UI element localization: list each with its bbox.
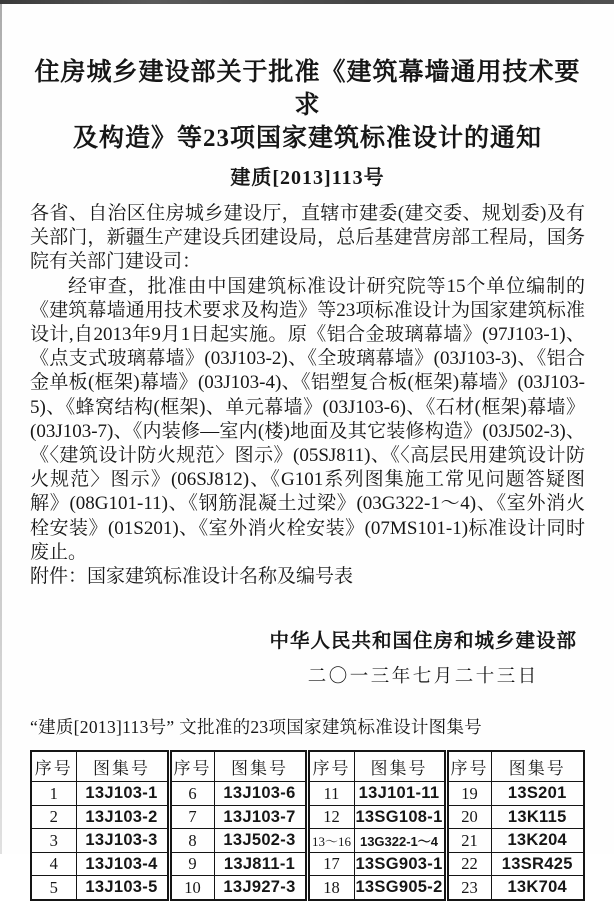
issue-date: 二〇一三年七月二十三日 <box>307 667 539 688</box>
seq-cell: 23 <box>446 876 491 900</box>
seq-cell: 6 <box>169 782 214 806</box>
code-cell: 13J103-5 <box>76 876 169 900</box>
code-cell: 13J502-3 <box>214 829 307 853</box>
code-cell: 13S201 <box>491 782 584 806</box>
seq-cell: 12 <box>307 805 354 829</box>
table-header-row <box>31 751 584 782</box>
seq-cell: 2 <box>31 805 76 829</box>
table-row <box>31 805 584 829</box>
notice-title-line1: 住房城乡建设部关于批准《建筑幕墙通用技术要求 <box>34 59 581 119</box>
code-cell: 13K704 <box>491 876 584 900</box>
code-cell: 13SG903-1 <box>354 852 446 876</box>
seq-cell: 10 <box>169 876 214 900</box>
issuer-name: 中华人民共和国住房和城乡建设部 <box>269 630 577 653</box>
code-cell: 13J103-2 <box>76 805 169 829</box>
seq-cell: 5 <box>31 876 76 900</box>
code-cell: 13K204 <box>491 829 584 853</box>
seq-cell: 18 <box>307 876 354 900</box>
table-header-seq: 序号 <box>31 751 76 782</box>
seq-cell: 11 <box>307 782 354 806</box>
code-cell: 13G322-1～4 <box>354 829 446 853</box>
salutation-paragraph: 各省、自治区住房城乡建设厅，直辖市建委(建交委、规划委)及有关部门，新疆生产建设兵团建设局，总后基建营房部工程局，国务院有关部门建设司： <box>30 203 585 273</box>
code-cell: 13K115 <box>491 805 584 829</box>
code-cell: 13J103-1 <box>76 782 169 806</box>
table-row <box>31 852 584 876</box>
table-header-code: 图集号 <box>491 751 584 782</box>
code-cell: 13J103-3 <box>76 829 169 853</box>
seq-cell: 13～16 <box>307 829 354 853</box>
code-cell: 13SR425 <box>491 852 584 876</box>
seq-cell: 20 <box>446 805 491 829</box>
seq-cell: 3 <box>31 829 76 853</box>
seq-cell: 8 <box>169 829 214 853</box>
table-header-code: 图集号 <box>76 751 169 782</box>
table-caption: “建质[2013]113号” 文批准的23项国家建筑标准设计图集号 <box>30 717 483 738</box>
seq-cell: 7 <box>169 805 214 829</box>
code-cell: 13SG905-2 <box>354 876 446 900</box>
signature-inner <box>269 625 577 688</box>
code-cell: 13SG108-1 <box>354 805 446 829</box>
table-row <box>31 876 584 900</box>
code-cell: 13J811-1 <box>214 852 307 876</box>
document-number: 建质[2013]113号 <box>230 167 385 189</box>
table-header-code: 图集号 <box>354 751 446 782</box>
body-paragraph: 经审查，批准由中国建筑标准设计研究院等15个单位编制的《建筑幕墙通用技术要求及构造》等23项标准设计为国家建筑标准设计,自2013年9月1日起实施。原《铝合金玻璃幕墙》(97J103-1)、《点支式玻璃幕墙》(03J103-2)、《全玻璃幕墙》(03J103-3)、《铝合金单板(框架)幕墙》(03J103-4)、《铝塑复合板(框架)幕墙》(03J103-5)、《蜂窝结构(框架)、单元幕墙》(03J103-6)、《石材(框架)幕墙》(03J103-7)、《内装修—室内(楼)地面及其它装修构造》(03J502-3)、《〈建筑设计防火规范〉图示》(05SJ811)、《〈高层民用建筑设计防火规范〉图示》(06SJ812)、《G101系列图集施工常见问题答疑图解》(08G101-11)、《钢筋混凝土过梁》(03G322-1～4)、《室外消火栓安装》(01S201)、《室外消火栓安装》(07MS101-1)标准设计同时废止。 <box>30 275 585 563</box>
code-cell: 13J103-4 <box>76 852 169 876</box>
seq-cell: 4 <box>31 852 76 876</box>
code-cell: 13J927-3 <box>214 876 307 900</box>
code-cell: 13J103-6 <box>214 782 307 806</box>
attachment-line: 附件：国家建筑标准设计名称及编号表 <box>30 566 354 588</box>
signature-block <box>30 625 585 688</box>
seq-cell: 21 <box>446 829 491 853</box>
table-row <box>31 829 584 853</box>
table-row <box>31 782 584 806</box>
seq-cell: 9 <box>169 852 214 876</box>
table-header-seq: 序号 <box>307 751 354 782</box>
notice-title-line2: 及构造》等23项国家建筑标准设计的通知 <box>72 125 542 152</box>
seq-cell: 19 <box>446 782 491 806</box>
seq-cell: 17 <box>307 852 354 876</box>
table-header-seq: 序号 <box>169 751 214 782</box>
atlas-table <box>30 750 585 901</box>
seq-cell: 1 <box>31 782 76 806</box>
table-header-seq: 序号 <box>446 751 491 782</box>
seq-cell: 22 <box>446 852 491 876</box>
code-cell: 13J101-11 <box>354 782 446 806</box>
code-cell: 13J103-7 <box>214 805 307 829</box>
table-header-code: 图集号 <box>214 751 307 782</box>
